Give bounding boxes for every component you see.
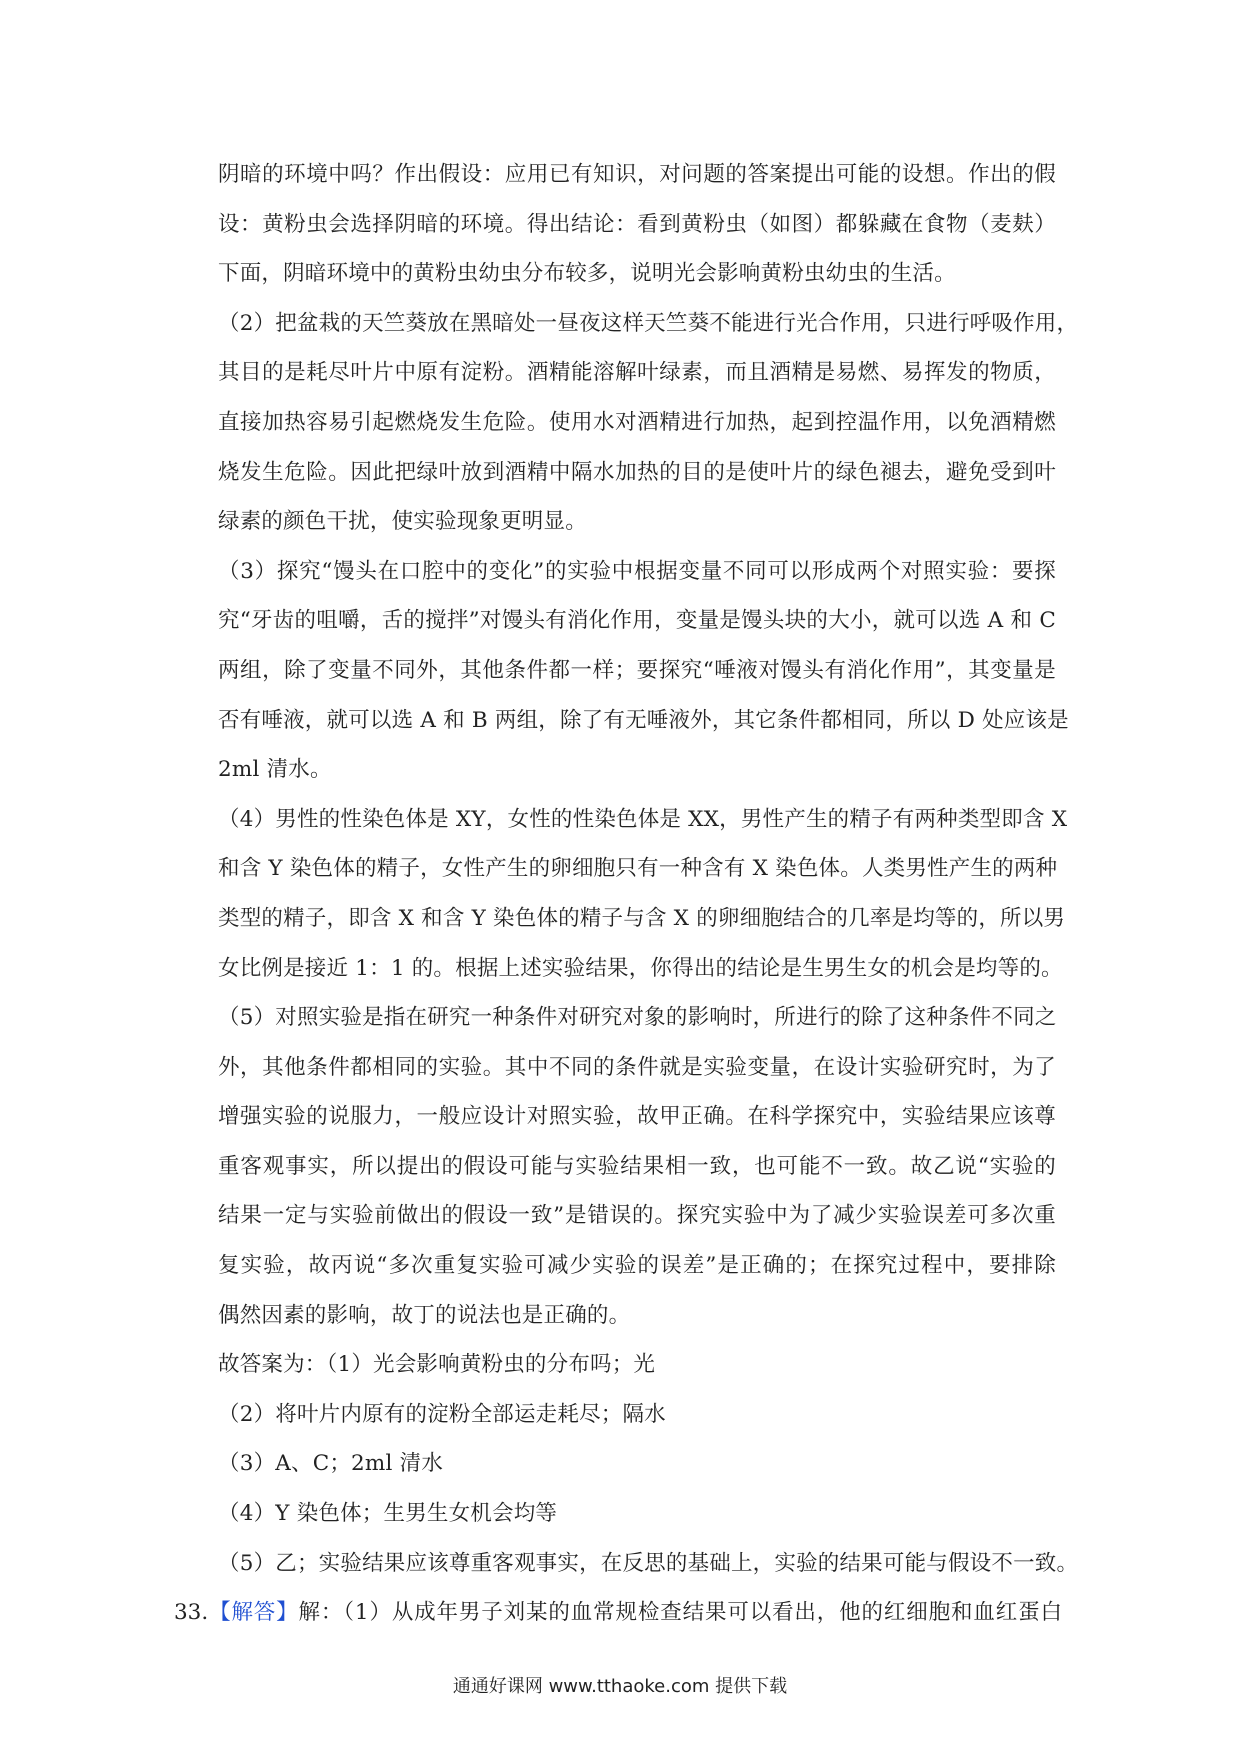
text-line: （5）乙；实验结果应该尊重客观事实，在反思的基础上，实验的结果可能与假设不一致。 (218, 1550, 1079, 1576)
text-line: 绿素的颜色干扰，使实验现象更明显。 (218, 509, 587, 535)
text-line: 下面，阴暗环境中的黄粉虫幼虫分布较多，说明光会影响黄粉虫幼虫的生活。 (218, 261, 956, 287)
text-line: 直接加热容易引起燃烧发生危险。使用水对酒精进行加热，起到控温作用，以免酒精燃 (218, 409, 1056, 435)
text-line: 女比例是接近 1：1 的。根据上述实验结果，你得出的结论是生男生女的机会是均等的。 (218, 955, 1063, 981)
text-line: 外，其他条件都相同的实验。其中不同的条件就是实验变量，在设计实验研究时，为了 (218, 1054, 1056, 1080)
question-33-line (174, 1588, 1062, 1638)
text-line: 结果一定与实验前做出的假设一致”是错误的。探究实验中为了减少实验误差可多次重 (218, 1203, 1056, 1229)
text-line: 类型的精子，即含 X 和含 Y 染色体的精子与含 X 的卵细胞结合的几率是均等的，所以男 (218, 905, 1066, 931)
text-line: 阴暗的环境中吗？作出假设：应用已有知识，对问题的答案提出可能的设想。作出的假 (218, 162, 1056, 187)
text-line: （3）A、C；2ml 清水 (218, 1451, 444, 1477)
text-line: （4）Y 染色体；生男生女机会均等 (218, 1501, 558, 1527)
text-line: 复实验，故丙说“多次重复实验可减少实验的误差”是正确的；在探究过程中，要排除 (218, 1253, 1056, 1279)
text-line: 2ml 清水。 (218, 757, 332, 783)
text-line: 两组，除了变量不同外，其他条件都一样；要探究“唾液对馒头有消化作用”，其变量是 (218, 657, 1056, 683)
text-line: 设：黄粉虫会选择阴暗的环境。得出结论：看到黄粉虫（如图）都躲藏在食物（麦麸） (218, 211, 1056, 237)
text-line: （4）男性的性染色体是 XY，女性的性染色体是 XX，男性产生的精子有两种类型即含 X (218, 806, 1068, 832)
text-line: 偶然因素的影响，故丁的说法也是正确的。 (218, 1302, 631, 1328)
text-line: 和含 Y 染色体的精子，女性产生的卵细胞只有一种含有 X 染色体。人类男性产生的两种 (218, 856, 1058, 882)
text-line: （3）探究“馒头在口腔中的变化”的实验中根据变量不同可以形成两个对照实验：要探 (218, 558, 1056, 584)
text-line: 增强实验的说服力，一般应设计对照实验，故甲正确。在科学探究中，实验结果应该尊 (218, 1104, 1056, 1130)
text-line: （5）对照实验是指在研究一种条件对研究对象的影响时，所进行的除了这种条件不同之 (218, 1005, 1057, 1031)
text-line: 究“牙齿的咀嚼，舌的搅拌”对馒头有消化作用，变量是馒头块的大小，就可以选 A 和 C (218, 608, 1056, 634)
question-text: 解：（1）从成年男子刘某的血常规检查结果可以看出，他的红细胞和血红蛋白 (298, 1600, 1062, 1625)
page-footer: 通通好课网 www.tthaoke.com 提供下载 (452, 1676, 788, 1697)
answer-body (218, 150, 1079, 1588)
text-line: （2）把盆栽的天竺葵放在黑暗处一昼夜这样天竺葵不能进行光合作用，只进行呼吸作用， (218, 310, 1079, 336)
text-line: （2）将叶片内原有的淀粉全部运走耗尽；隔水 (218, 1401, 666, 1427)
text-line: 重客观事实，所以提出的假设可能与实验结果相一致，也可能不一致。故乙说“实验的 (218, 1153, 1056, 1179)
text-line: 故答案为：（1）光会影响黄粉虫的分布吗；光 (218, 1352, 656, 1378)
text-line: 其目的是耗尽叶片中原有淀粉。酒精能溶解叶绿素，而且酒精是易燃、易挥发的物质， (218, 360, 1056, 386)
text-line: 烧发生危险。因此把绿叶放到酒精中隔水加热的目的是使叶片的绿色褪去，避免受到叶 (218, 459, 1056, 485)
text-line: 否有唾液，就可以选 A 和 B 两组，除了有无唾液外，其它条件都相同，所以 D 处应该是 (218, 707, 1069, 733)
answer-tag: 【解答】 (208, 1600, 299, 1625)
question-number: 33. (174, 1600, 209, 1625)
